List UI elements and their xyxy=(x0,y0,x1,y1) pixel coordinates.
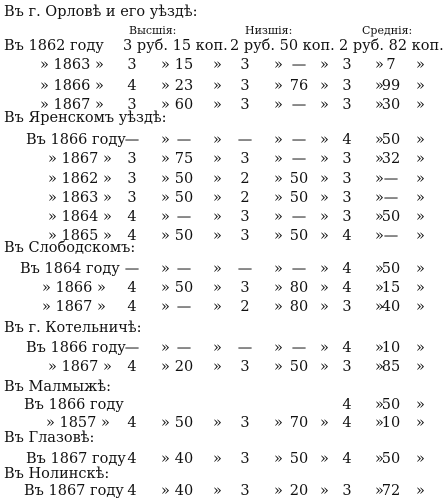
ditto-mark-low: » xyxy=(320,280,329,296)
ditto-mark-high: » xyxy=(213,190,222,206)
row-label: Въ 1866 году xyxy=(26,340,126,356)
ditto-mark-low: » xyxy=(320,78,329,94)
row-label: » 1867 » xyxy=(48,151,112,167)
ditto-mark-high: » xyxy=(161,280,170,296)
ditto-mark-low: » xyxy=(274,228,283,244)
kop-high: 40 xyxy=(174,483,194,499)
section-title: Въ Яренскомъ уѣздѣ: xyxy=(4,110,167,126)
ditto-mark-low: » xyxy=(320,261,329,277)
ditto-mark-mid: » xyxy=(416,151,425,167)
kop-high: — xyxy=(176,132,192,148)
row-label: » 1857 » xyxy=(46,415,110,431)
ditto-mark-mid: » xyxy=(375,228,384,244)
ditto-mark-high: » xyxy=(213,483,222,499)
ditto-mark-high: » xyxy=(161,151,170,167)
ditto-mark-low: » xyxy=(320,57,329,73)
ditto-mark-low: » xyxy=(320,483,329,499)
kop-high: — xyxy=(176,299,192,315)
ditto-mark-mid: » xyxy=(375,397,384,413)
ditto-mark-mid: » xyxy=(375,451,384,467)
ditto-mark-high: » xyxy=(213,78,222,94)
rub-low: 3 xyxy=(240,57,250,73)
rub-low: 2 xyxy=(240,190,250,206)
ditto-mark-low: » xyxy=(320,359,329,375)
rub-mid: 4 xyxy=(342,451,352,467)
kop-mid: 50 xyxy=(381,261,401,277)
rub-mid: 4 xyxy=(342,132,352,148)
rub-mid: 3 xyxy=(342,299,352,315)
ditto-mark-high: » xyxy=(213,299,222,315)
ditto-mark-mid: » xyxy=(416,171,425,187)
ditto-mark-high: » xyxy=(213,228,222,244)
row-label: » 1865 » xyxy=(48,228,112,244)
kop-low: 70 xyxy=(289,415,309,431)
section-title: Въ г. Котельничѣ: xyxy=(4,320,142,336)
ditto-mark-mid: » xyxy=(375,261,384,277)
ditto-mark-high: » xyxy=(213,151,222,167)
kop-low: — xyxy=(291,132,307,148)
kop-high: — xyxy=(176,340,192,356)
ditto-mark-high: » xyxy=(213,451,222,467)
rub-mid: 3 xyxy=(342,57,352,73)
rub-low: 3 xyxy=(240,78,250,94)
rub-mid: 3 xyxy=(342,151,352,167)
ditto-mark-mid: » xyxy=(416,190,425,206)
ditto-mark-low: » xyxy=(274,97,283,113)
ditto-mark-low: » xyxy=(320,228,329,244)
column-header-low: Низшія: xyxy=(245,24,293,37)
kop-low: — xyxy=(291,261,307,277)
kop-low: — xyxy=(291,340,307,356)
ditto-mark-low: » xyxy=(320,97,329,113)
ditto-mark-mid: » xyxy=(375,340,384,356)
rub-mid: 4 xyxy=(342,340,352,356)
kop-mid: 30 xyxy=(381,97,401,113)
rub-high: — xyxy=(124,261,140,277)
ditto-mark-mid: » xyxy=(416,483,425,499)
rub-high: 4 xyxy=(127,483,137,499)
ditto-mark-low: » xyxy=(274,57,283,73)
rub-mid: 3 xyxy=(342,78,352,94)
kop-mid: 40 xyxy=(381,299,401,315)
kop-mid: 50 xyxy=(381,132,401,148)
ditto-mark-high: » xyxy=(213,359,222,375)
kop-low: — xyxy=(291,57,307,73)
kop-mid: 72 xyxy=(381,483,401,499)
ditto-mark-high: » xyxy=(161,483,170,499)
rub-mid: 4 xyxy=(342,280,352,296)
ditto-mark-low: » xyxy=(320,451,329,467)
ditto-mark-mid: » xyxy=(416,78,425,94)
row-label: Въ 1864 году xyxy=(20,261,120,277)
kop-high: — xyxy=(176,261,192,277)
ditto-mark-mid: » xyxy=(416,261,425,277)
kop-low: 76 xyxy=(289,78,309,94)
rub-high: 4 xyxy=(127,280,137,296)
row-label: » 1867 » xyxy=(42,299,106,315)
ditto-mark-high: » xyxy=(161,57,170,73)
kop-mid: — xyxy=(383,171,399,187)
price-mid: 2 руб. 82 коп. xyxy=(339,38,444,54)
kop-mid: 10 xyxy=(381,340,401,356)
section-title: Въ г. Орловѣ и его уѣздѣ: xyxy=(4,4,198,20)
rub-low: 3 xyxy=(240,359,250,375)
ditto-mark-mid: » xyxy=(416,299,425,315)
ditto-mark-mid: » xyxy=(375,57,384,73)
rub-high: 3 xyxy=(127,57,137,73)
price-low: 2 руб. 50 коп. xyxy=(230,38,335,54)
kop-high: 50 xyxy=(174,190,194,206)
ditto-mark-low: » xyxy=(274,359,283,375)
kop-mid: 85 xyxy=(381,359,401,375)
rub-low: 3 xyxy=(240,228,250,244)
ditto-mark-high: » xyxy=(161,132,170,148)
rub-low: 3 xyxy=(240,209,250,225)
rub-high: 4 xyxy=(127,451,137,467)
rub-low: 3 xyxy=(240,151,250,167)
rub-high: 3 xyxy=(127,151,137,167)
kop-low: 50 xyxy=(289,451,309,467)
section-title: Въ Глазовѣ: xyxy=(4,430,95,446)
ditto-mark-high: » xyxy=(213,261,222,277)
ditto-mark-mid: » xyxy=(416,280,425,296)
rub-low: — xyxy=(237,261,253,277)
kop-mid: 7 xyxy=(386,57,396,73)
ditto-mark-low: » xyxy=(274,299,283,315)
ditto-mark-mid: » xyxy=(375,171,384,187)
ditto-mark-mid: » xyxy=(416,451,425,467)
section-title: Въ Малмыжѣ: xyxy=(4,379,111,395)
kop-low: — xyxy=(291,209,307,225)
ditto-mark-high: » xyxy=(161,340,170,356)
ditto-mark-high: » xyxy=(161,171,170,187)
rub-low: 3 xyxy=(240,415,250,431)
rub-high: 4 xyxy=(127,78,137,94)
kop-mid: 50 xyxy=(381,397,401,413)
ditto-mark-mid: » xyxy=(375,132,384,148)
rub-low: 3 xyxy=(240,483,250,499)
ditto-mark-low: » xyxy=(274,132,283,148)
rub-mid: 3 xyxy=(342,171,352,187)
ditto-mark-mid: » xyxy=(375,190,384,206)
row-label: » 1866 » xyxy=(40,78,104,94)
ditto-mark-low: » xyxy=(274,261,283,277)
row-label: » 1867 » xyxy=(48,359,112,375)
ditto-mark-high: » xyxy=(161,415,170,431)
ditto-mark-mid: » xyxy=(375,280,384,296)
ditto-mark-low: » xyxy=(320,132,329,148)
ditto-mark-low: » xyxy=(320,209,329,225)
kop-high: 50 xyxy=(174,171,194,187)
rub-high: 4 xyxy=(127,299,137,315)
ditto-mark-mid: » xyxy=(375,209,384,225)
ditto-mark-mid: » xyxy=(375,483,384,499)
ditto-mark-high: » xyxy=(213,340,222,356)
rub-high: 4 xyxy=(127,359,137,375)
ditto-mark-high: » xyxy=(161,228,170,244)
rub-high: 3 xyxy=(127,190,137,206)
ditto-mark-high: » xyxy=(161,299,170,315)
rub-mid: 3 xyxy=(342,97,352,113)
rub-low: 3 xyxy=(240,280,250,296)
ditto-mark-mid: » xyxy=(375,97,384,113)
row-label: Въ 1867 году xyxy=(24,483,124,499)
row-label: Въ 1862 году xyxy=(4,38,104,54)
ditto-mark-high: » xyxy=(213,97,222,113)
ditto-mark-high: » xyxy=(161,359,170,375)
ditto-mark-low: » xyxy=(274,451,283,467)
rub-low: — xyxy=(237,340,253,356)
ditto-mark-mid: » xyxy=(375,299,384,315)
kop-low: 80 xyxy=(289,280,309,296)
rub-high: 4 xyxy=(127,228,137,244)
kop-mid: 15 xyxy=(381,280,401,296)
kop-mid: 99 xyxy=(381,78,401,94)
ditto-mark-low: » xyxy=(274,280,283,296)
row-label: Въ 1867 году xyxy=(26,451,126,467)
ditto-mark-high: » xyxy=(161,78,170,94)
kop-high: 50 xyxy=(174,228,194,244)
ditto-mark-low: » xyxy=(274,415,283,431)
ditto-mark-high: » xyxy=(213,57,222,73)
ditto-mark-low: » xyxy=(320,299,329,315)
section-title: Въ Нолинскѣ: xyxy=(4,466,110,482)
kop-high: 75 xyxy=(174,151,194,167)
row-label: » 1863 » xyxy=(40,57,104,73)
kop-mid: 50 xyxy=(381,209,401,225)
row-label: Въ 1866 году xyxy=(24,397,124,413)
ditto-mark-high: » xyxy=(213,415,222,431)
kop-high: 23 xyxy=(174,78,194,94)
kop-low: 50 xyxy=(289,190,309,206)
rub-high: 4 xyxy=(127,209,137,225)
ditto-mark-mid: » xyxy=(416,359,425,375)
ditto-mark-mid: » xyxy=(416,228,425,244)
kop-high: 40 xyxy=(174,451,194,467)
ditto-mark-low: » xyxy=(274,171,283,187)
rub-low: 2 xyxy=(240,299,250,315)
rub-high: — xyxy=(124,340,140,356)
ditto-mark-high: » xyxy=(213,171,222,187)
rub-mid: 3 xyxy=(342,359,352,375)
ditto-mark-mid: » xyxy=(416,340,425,356)
rub-mid: 3 xyxy=(342,190,352,206)
rub-high: 4 xyxy=(127,415,137,431)
kop-low: 50 xyxy=(289,171,309,187)
rub-mid: 4 xyxy=(342,228,352,244)
ditto-mark-mid: » xyxy=(375,415,384,431)
rub-low: 2 xyxy=(240,171,250,187)
column-header-high: Высшія: xyxy=(129,24,177,37)
ditto-mark-mid: » xyxy=(416,397,425,413)
ditto-mark-low: » xyxy=(320,151,329,167)
ditto-mark-mid: » xyxy=(416,57,425,73)
rub-high: 3 xyxy=(127,97,137,113)
section-title: Въ Слободскомъ: xyxy=(4,240,136,256)
rub-low: 3 xyxy=(240,97,250,113)
row-label: » 1864 » xyxy=(48,209,112,225)
ditto-mark-high: » xyxy=(161,261,170,277)
kop-mid: — xyxy=(383,190,399,206)
ditto-mark-low: » xyxy=(320,190,329,206)
rub-high: — xyxy=(124,132,140,148)
kop-high: 60 xyxy=(174,97,194,113)
ditto-mark-low: » xyxy=(274,78,283,94)
kop-low: 20 xyxy=(289,483,309,499)
rub-high: 3 xyxy=(127,171,137,187)
kop-mid: — xyxy=(383,228,399,244)
ditto-mark-mid: » xyxy=(416,209,425,225)
ditto-mark-low: » xyxy=(320,171,329,187)
ditto-mark-low: » xyxy=(274,151,283,167)
kop-low: 80 xyxy=(289,299,309,315)
ditto-mark-mid: » xyxy=(375,78,384,94)
ditto-mark-low: » xyxy=(274,340,283,356)
ditto-mark-high: » xyxy=(213,132,222,148)
price-high: 3 руб. 15 коп. xyxy=(123,38,228,54)
rub-mid: 3 xyxy=(342,209,352,225)
kop-low: — xyxy=(291,151,307,167)
rub-low: 3 xyxy=(240,451,250,467)
ditto-mark-low: » xyxy=(320,415,329,431)
rub-mid: 4 xyxy=(342,261,352,277)
rub-mid: 3 xyxy=(342,483,352,499)
kop-low: — xyxy=(291,97,307,113)
ditto-mark-high: » xyxy=(161,190,170,206)
ditto-mark-high: » xyxy=(213,209,222,225)
rub-mid: 4 xyxy=(342,415,352,431)
kop-high: 50 xyxy=(174,280,194,296)
kop-mid: 10 xyxy=(381,415,401,431)
ditto-mark-mid: » xyxy=(416,132,425,148)
kop-high: 20 xyxy=(174,359,194,375)
kop-high: 50 xyxy=(174,415,194,431)
row-label: » 1867 » xyxy=(40,97,104,113)
row-label: Въ 1866 году xyxy=(26,132,126,148)
ditto-mark-mid: » xyxy=(416,415,425,431)
ditto-mark-low: » xyxy=(274,483,283,499)
ditto-mark-low: » xyxy=(274,209,283,225)
kop-high: — xyxy=(176,209,192,225)
row-label: » 1863 » xyxy=(48,190,112,206)
kop-low: 50 xyxy=(289,228,309,244)
ditto-mark-mid: » xyxy=(375,359,384,375)
kop-mid: 50 xyxy=(381,451,401,467)
kop-low: 50 xyxy=(289,359,309,375)
ditto-mark-high: » xyxy=(161,209,170,225)
column-header-mid: Среднія: xyxy=(362,24,413,37)
ditto-mark-low: » xyxy=(320,340,329,356)
row-label: » 1866 » xyxy=(42,280,106,296)
ditto-mark-high: » xyxy=(161,97,170,113)
row-label: » 1862 » xyxy=(48,171,112,187)
ditto-mark-mid: » xyxy=(375,151,384,167)
rub-low: — xyxy=(237,132,253,148)
rub-mid: 4 xyxy=(342,397,352,413)
ditto-mark-low: » xyxy=(274,190,283,206)
ditto-mark-mid: » xyxy=(416,97,425,113)
ditto-mark-high: » xyxy=(161,451,170,467)
ditto-mark-high: » xyxy=(213,280,222,296)
kop-high: 15 xyxy=(174,57,194,73)
kop-mid: 32 xyxy=(381,151,401,167)
